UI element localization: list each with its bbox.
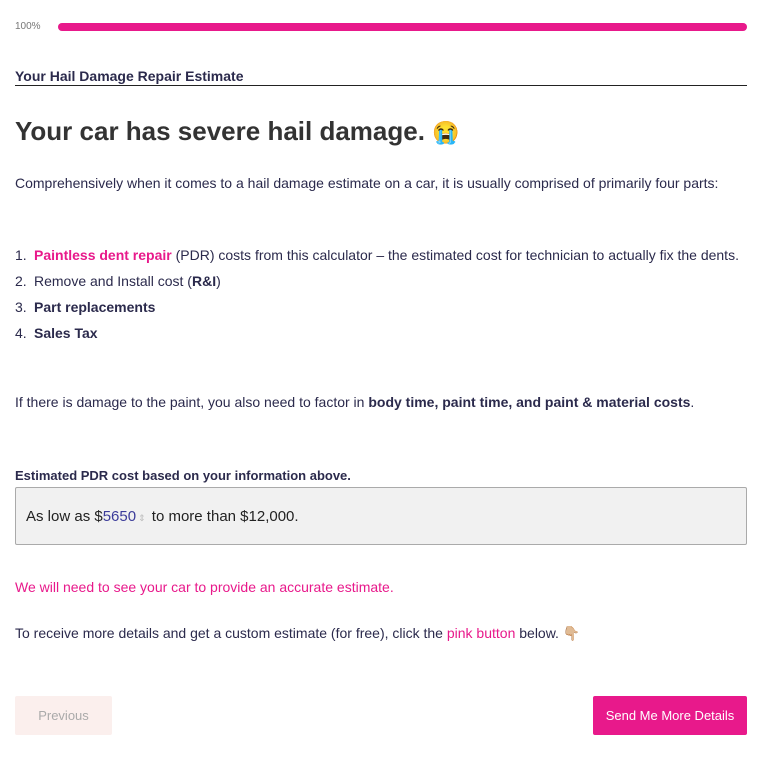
cta-post: below. bbox=[515, 625, 559, 641]
parts-list bbox=[15, 242, 745, 346]
list-item bbox=[15, 294, 745, 320]
heading-text: Your car has severe hail damage. bbox=[15, 116, 425, 146]
send-details-button[interactable]: Send Me More Details bbox=[593, 696, 747, 735]
progress-fill bbox=[58, 23, 747, 31]
paint-note bbox=[15, 389, 745, 415]
progress-label: 100% bbox=[15, 21, 41, 32]
pdr-link: Paintless dent repair bbox=[34, 247, 172, 263]
list-bold: R&I bbox=[191, 273, 217, 289]
estimate-label: Estimated PDR cost based on your information above. bbox=[15, 468, 351, 483]
estimate-text: to more than $12,000. bbox=[147, 508, 299, 525]
section-title: Your Hail Damage Repair Estimate bbox=[15, 68, 747, 86]
list-text: (PDR) costs from this calculator – the estimated cost for technician to actually fix the dents. bbox=[171, 247, 739, 263]
estimate-text: As low as $ bbox=[26, 508, 103, 525]
cta-text bbox=[15, 620, 745, 646]
list-bold: Part replacements bbox=[34, 299, 156, 315]
pointing-down-icon: 👇🏼 bbox=[562, 625, 581, 641]
cta-pre: To receive more details and get a custom estimate (for free), click the bbox=[15, 625, 447, 641]
list-number: 1. bbox=[15, 247, 27, 263]
list-item bbox=[15, 242, 745, 268]
list-item bbox=[15, 268, 745, 294]
list-number: 2. bbox=[15, 273, 27, 289]
previous-button[interactable]: Previous bbox=[15, 696, 112, 735]
progress-bar bbox=[58, 23, 747, 31]
note-bold: body time, paint time, and paint & material costs bbox=[368, 394, 691, 410]
list-bold: Sales Tax bbox=[34, 325, 98, 341]
spinner-icon[interactable]: ⇕ bbox=[138, 513, 146, 523]
crying-emoji-icon: 😭 bbox=[432, 120, 460, 145]
list-item bbox=[15, 320, 745, 346]
list-text: Remove and Install cost ( bbox=[34, 273, 192, 289]
estimate-box bbox=[15, 487, 747, 545]
list-text: ) bbox=[216, 273, 221, 289]
estimate-value-input[interactable]: 5650 bbox=[102, 508, 137, 525]
intro-text: Comprehensively when it comes to a hail damage estimate on a car, it is usually comprised of primarily four parts: bbox=[15, 175, 719, 191]
list-number: 3. bbox=[15, 299, 27, 315]
list-number: 4. bbox=[15, 325, 27, 341]
pink-button-link: pink button bbox=[446, 625, 516, 641]
note-text: . bbox=[690, 394, 695, 410]
notice-text: We will need to see your car to provide an accurate estimate. bbox=[15, 579, 394, 595]
page-title bbox=[15, 116, 460, 147]
note-text: If there is damage to the paint, you also need to factor in bbox=[15, 394, 369, 410]
